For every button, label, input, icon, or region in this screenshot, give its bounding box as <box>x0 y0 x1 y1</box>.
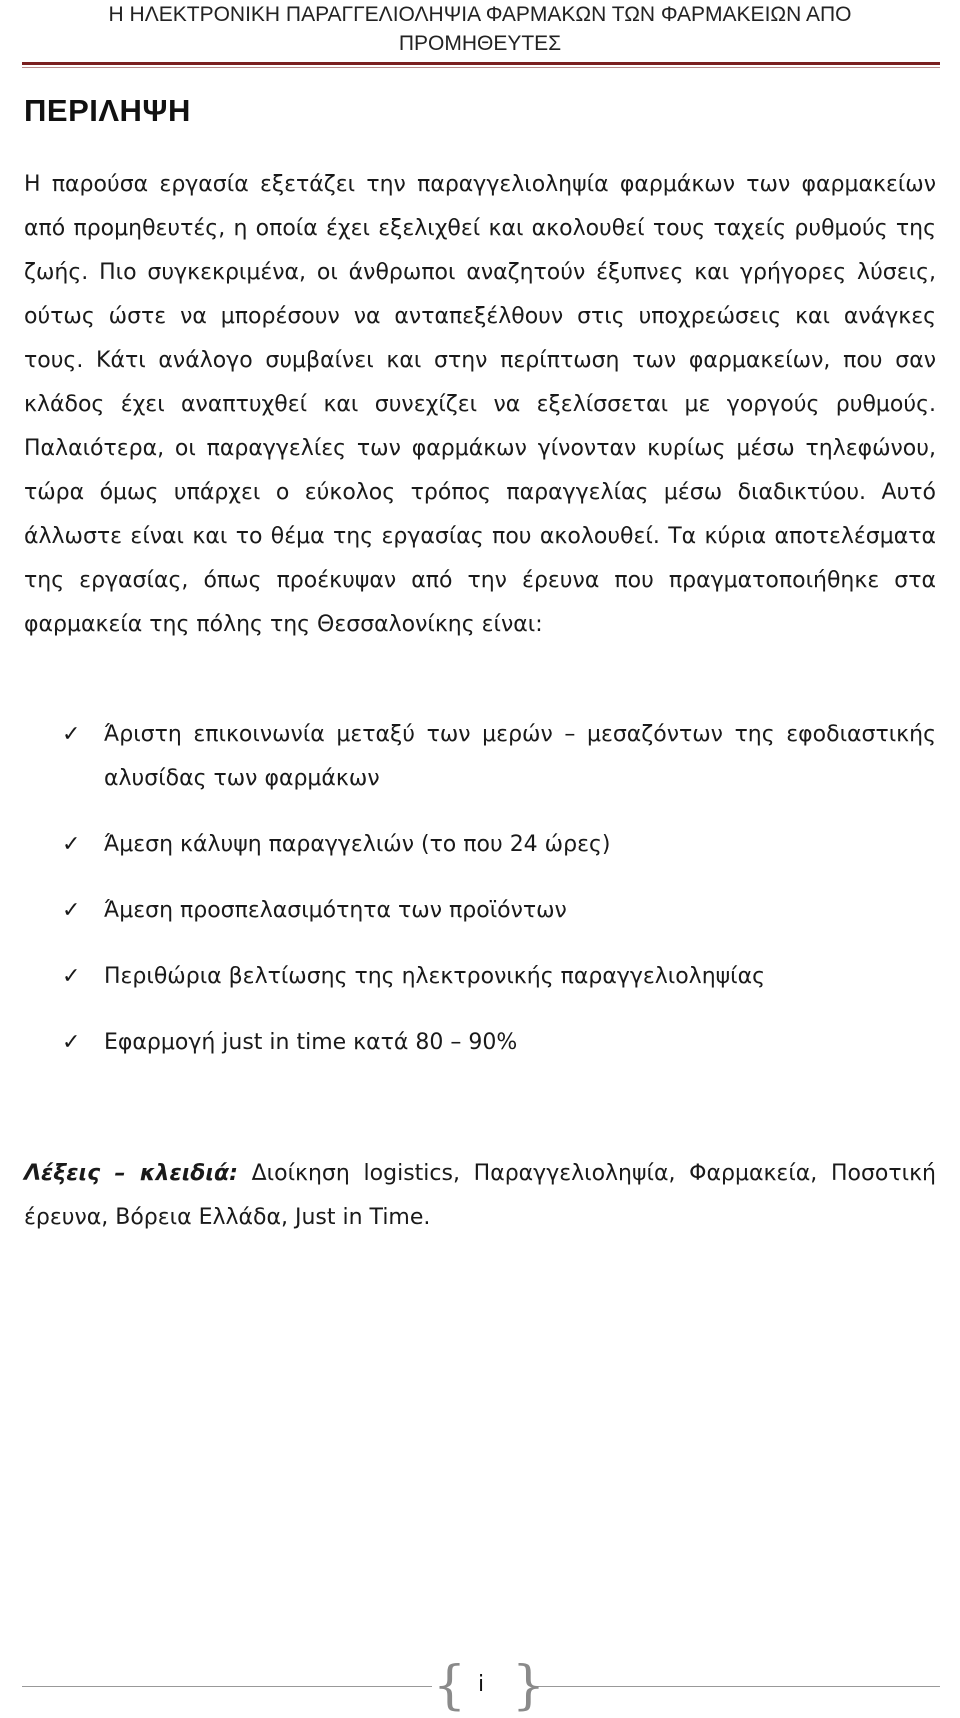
list-item <box>24 823 936 867</box>
list-item-text: Εφαρμογή just in time κατά 80 – 90% <box>104 1030 518 1055</box>
checkmark-icon: ✓ <box>62 832 81 857</box>
list-item <box>24 713 936 801</box>
keywords-label: Λέξεις – κλειδιά: <box>24 1161 238 1186</box>
checkmark-icon: ✓ <box>62 964 81 989</box>
list-item-text: Άριστη επικοινωνία μεταξύ των μερών – μεσαζόντων της εφοδιαστικής αλυσίδας των φαρμάκων <box>104 722 936 791</box>
keywords-text: Διοίκηση logistics, Παραγγελιοληψία, Φαρμακεία, Ποσοτική έρευνα, Βόρεια Ελλάδα, Just in Time. <box>24 1161 936 1230</box>
header-line-1: Η ΗΛΕΚΤΡΟΝΙΚΗ ΠΑΡΑΓΓΕΛΙΟΛΗΨΙΑ ΦΑΡΜΑΚΩΝ ΤΩΝ ΦΑΡΜΑΚΕΙΩΝ ΑΠΟ <box>108 3 852 26</box>
header-rule <box>22 62 940 65</box>
running-header <box>0 0 960 58</box>
checkmark-icon: ✓ <box>62 898 81 923</box>
left-brace-icon: { <box>433 1656 467 1716</box>
header-line-2: ΠΡΟΜΗΘΕΥΤΕΣ <box>398 32 562 55</box>
checkmark-icon: ✓ <box>62 1030 81 1055</box>
footer-rule-right <box>533 1686 940 1687</box>
page-number: i <box>477 1672 485 1697</box>
list-item-text: Άμεση προσπελασιμότητα των προϊόντων <box>104 898 567 923</box>
right-brace-icon: } <box>512 1656 546 1716</box>
results-list <box>24 713 936 1087</box>
list-item-text: Άμεση κάλυψη παραγγελιών (το που 24 ώρες) <box>104 832 611 857</box>
footer-rule-left <box>22 1686 432 1687</box>
keywords-paragraph <box>24 1152 936 1240</box>
section-title: ΠΕΡΙΛΗΨΗ <box>24 93 191 128</box>
list-item <box>24 955 936 999</box>
header-rule-thin <box>22 67 940 68</box>
list-item <box>24 1021 936 1065</box>
checkmark-icon: ✓ <box>62 722 81 747</box>
abstract-paragraph: Η παρούσα εργασία εξετάζει την παραγγελιοληψία φαρμάκων των φαρμακείων από προμηθευτές, η οποία έχει εξελιχθεί και ακολουθεί τους ταχείς ρυθμούς της ζωής. Πιο συγκεκριμένα, οι άνθρωποι αναζητούν έξυπνες και γρήγορες λύσεις, ούτως ώστε να μπορέσουν να ανταπεξέλθουν στις υποχρεώσεις και ανάγκες τους. Κάτι ανάλογο συμβαίνει και στην περίπτωση των φαρμακείων, που σαν κλάδος έχει αναπτυχθεί και συνεχίζει να εξελίσσεται με γοργούς ρυθμούς. Παλαιότερα, οι παραγγελίες των φαρμάκων γίνονταν κυρίως μέσω τηλεφώνου, τώρα όμως υπάρχει ο εύκολος τρόπος παραγγελίας μέσω διαδικτύου. Αυτό άλλωστε είναι και το θέμα της εργασίας που ακολουθεί. Τα κύρια αποτελέσματα της εργασίας, όπως προέκυψαν από την έρευνα που πραγματοποιήθηκε στα φαρμακεία της πόλης της Θεσσαλονίκης είναι: <box>24 172 936 637</box>
list-item <box>24 889 936 933</box>
list-item-text: Περιθώρια βελτίωσης της ηλεκτρονικής παραγγελιοληψίας <box>104 964 766 989</box>
